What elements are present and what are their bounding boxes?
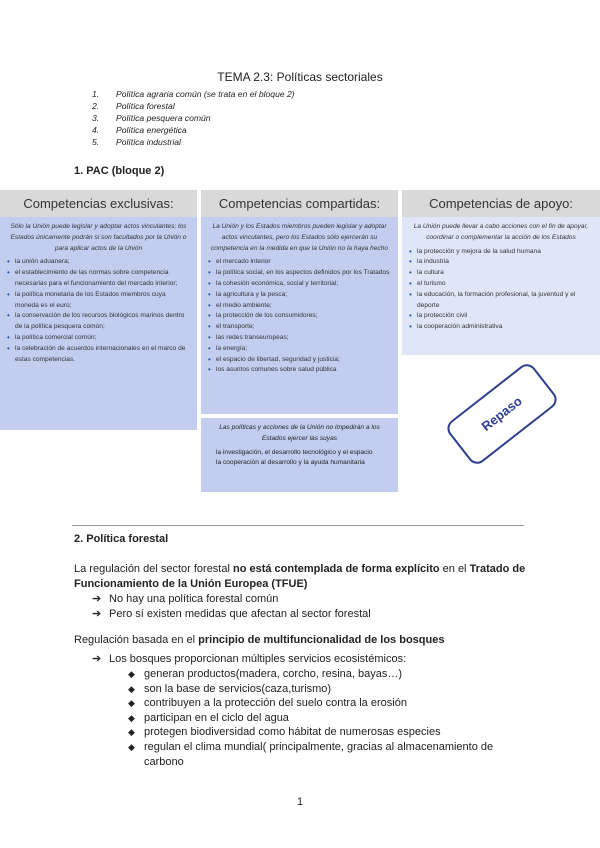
list-item: • el medio ambiente; bbox=[208, 301, 391, 312]
arrow-icon: ➔ bbox=[92, 607, 102, 620]
bold-text: principio de multifuncionalidad de los bosques bbox=[198, 634, 445, 646]
arrow-icon: ➔ bbox=[92, 593, 102, 605]
list-item: • la celebración de acuerdos internacionales en el marco de estas competencias. bbox=[7, 344, 190, 366]
list-item: • la protección y mejora de la salud humana bbox=[409, 247, 593, 258]
column-header: Competencias exclusivas: bbox=[0, 190, 197, 217]
ecosystem-services-list bbox=[128, 667, 508, 769]
column-intro: La Unión puede llevar a cabo acciones con el fin de apoyar, coordinar o complementar la acción de los Estados bbox=[413, 223, 589, 241]
arrow-list bbox=[92, 652, 406, 667]
list-item: • la protección civil bbox=[409, 311, 593, 322]
paragraph-regulation: La regulación del sector forestal no está contemplada de forma explícito en el Tratado de Funcionamiento de la Unión Europea (TFUE) bbox=[74, 563, 526, 590]
divider bbox=[72, 525, 524, 526]
list-item: • el espacio de libertad, seguridad y justicia; bbox=[208, 355, 391, 366]
list-item: • la conservación de los recursos biológicos marinos dentro de la política pesquera común; bbox=[7, 311, 190, 333]
toc-item: 2. Política forestal bbox=[92, 101, 175, 111]
list-item: ◆ participan en el ciclo del agua bbox=[128, 711, 508, 726]
list-item: • la unión aduanera; bbox=[7, 257, 190, 268]
list-item: • la energía; bbox=[208, 344, 391, 355]
list-item: • la política comercial común; bbox=[7, 333, 190, 344]
review-stamp: Repaso bbox=[443, 360, 560, 467]
list-item: • la cohesión económica, social y territorial; bbox=[208, 279, 391, 290]
list-item: • la cultura bbox=[409, 268, 593, 279]
list-item: • la protección de los consumidores; bbox=[208, 311, 391, 322]
list-item: • el transporte; bbox=[208, 322, 391, 333]
section-heading-pac: 1. PAC (bloque 2) bbox=[74, 165, 165, 177]
column-body bbox=[0, 217, 197, 430]
column-body bbox=[201, 217, 398, 414]
arrow-item: ➔ Pero sí existen medidas que afectan al sector forestal bbox=[92, 607, 371, 620]
arrow-list bbox=[92, 592, 371, 621]
arrow-item: ➔ No hay una política forestal común bbox=[92, 593, 279, 605]
list-item: • el establecimiento de las normas sobre competencia necesarias para el funcionamiento del mercado interior; bbox=[7, 268, 190, 290]
column-body bbox=[402, 217, 600, 355]
list-item: ◆ protegen biodiversidad como hábitat de numerosas especies bbox=[128, 725, 508, 740]
page-number: 1 bbox=[296, 796, 304, 808]
list-item: • la educación, la formación profesional, la juventud y el deporte bbox=[409, 290, 593, 312]
toc-item: 5. Política industrial bbox=[92, 137, 181, 147]
list-item: • el mercado interior bbox=[208, 257, 391, 268]
list-item: • el turismo bbox=[409, 279, 593, 290]
list-item: ◆ son la base de servicios(caza,turismo) bbox=[128, 682, 508, 697]
list-item: • la cooperación administrativa bbox=[409, 322, 593, 333]
column-exclusive-competences bbox=[0, 190, 197, 430]
column-support-competences bbox=[402, 190, 600, 355]
toc-list bbox=[92, 88, 295, 148]
list-item: • los asuntos comunes sobre salud pública bbox=[208, 365, 391, 376]
list-item: • la política social, en los aspectos definidos por los Tratados bbox=[208, 268, 391, 279]
list-item: ◆ regulan el clima mundial( principalmente, gracias al almacenamiento de carbono bbox=[128, 740, 508, 769]
note-intro: Las políticas y acciones de la Unión no impedirán a los Estados ejercer las suyas bbox=[219, 424, 380, 442]
list-item: la investigación, el desarrollo tecnológico y el espacio bbox=[216, 448, 373, 456]
list-item: • la agricultura y la pesca; bbox=[208, 290, 391, 301]
section-heading-forestal: 2. Política forestal bbox=[74, 533, 169, 545]
list-item: la cooperación al desarrollo y la ayuda humanitaria bbox=[216, 459, 365, 467]
bold-text: no está contemplada de forma explícito bbox=[232, 563, 440, 575]
bold-text: Tratado de Funcionamiento de la Unión Europea (TFUE) bbox=[74, 563, 526, 590]
arrow-item: ➔ Los bosques proporcionan múltiples servicios ecosistémicos: bbox=[92, 653, 407, 665]
shared-note-box bbox=[201, 418, 398, 492]
column-header: Competencias de apoyo: bbox=[402, 190, 600, 217]
column-intro: La Unión y los Estados miembros pueden legislar y adoptar actos vinculantes, pero los Estados sólo ejercerán su competencia en la medida en que la Unión no la haya hecho bbox=[210, 223, 389, 252]
list-item: ◆ contribuyen a la protección del suelo contra la erosión bbox=[128, 696, 508, 711]
list-item: ◆ generan productos(madera, corcho, resina, bayas…) bbox=[128, 667, 508, 682]
list-item: • la industria bbox=[409, 257, 593, 268]
toc-item: 4. Política energética bbox=[92, 125, 187, 135]
column-intro: Sólo la Unión puede legislar y adoptar actos vinculantes; los Estados únicamente podrán si son facultados por la Unión o para aplicar actos de la Unión bbox=[10, 223, 187, 252]
arrow-icon: ➔ bbox=[92, 653, 102, 665]
column-header: Competencias compartidas: bbox=[201, 190, 398, 217]
list-item: • las redes transeuropeas; bbox=[208, 333, 391, 344]
paragraph-multifunctionality: Regulación basada en el principio de multifuncionalidad de los bosques bbox=[74, 634, 445, 646]
page-title: TEMA 2.3: Políticas sectoriales bbox=[217, 70, 383, 84]
column-shared-competences bbox=[201, 190, 398, 492]
list-item: • la política monetaria de los Estados miembros cuya moneda es el euro; bbox=[7, 290, 190, 312]
toc-item: 1. Política agraria común (se trata en el bloque 2) bbox=[92, 89, 295, 99]
toc-item: 3. Política pesquera común bbox=[92, 113, 211, 123]
